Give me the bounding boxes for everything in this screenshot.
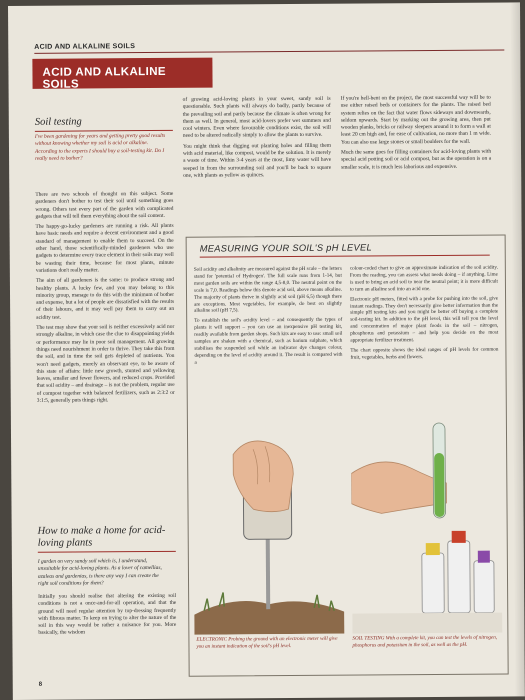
ph-meter-illustration [193, 414, 345, 635]
column-2 [183, 96, 332, 183]
soil-test-kit-illustration [351, 413, 503, 634]
paragraph: The happy-go-lucky gardeners are running a risk. All plants have basic needs and require a decent environment and a good standard of management to enable them to succeed. On the other hand, those scientifically-minded gardeners who use gadgets to determine every trace element in their soils may well be wasting their time, because for most plants, minute variations don't really matter. [35, 223, 174, 274]
page-gutter-shadow [510, 2, 525, 696]
bottle-purple [474, 561, 494, 613]
paragraph: Electronic pH meters, fitted with a probe for pushing into the soil, give instant readings. They don't necessarily give better information than the simple pH testing kits and you might be better off buying a complete soil-testing kit. In addition to the pH level, this will tell you the level and concentration of major plant foods in the soil – nitrogen, phosphorus and potassium – and help you decide on the most appropriate fertilizer treatment. [350, 295, 499, 344]
bottle-red [448, 541, 471, 613]
soil-test-kit-caption: SOIL TESTING With a complete kit, you can test the levels of nitrogen, phosphorus and potassium in the soil, as well as the pH. [352, 634, 498, 649]
page-title: ACID AND ALKALINE SOILS [32, 58, 212, 89]
paragraph: The aim of all gardeners is the same: to produce strong and healthy plants. A lucky few, and you may belong to this minority group, manage to do this with the minimum of bother and expense, but a lot of people are dissatisfied with the results of their labours, and it may well pay them to carry out an acidity test. [35, 277, 175, 321]
paragraph: If you're hell-bent on the project, the most successful way will be to use either raised beds or containers for the plants. The raised bed system relies on the fact that water flows sideways and downwards, seldom upwards. Start by marking out the growing area, then put wooden planks, bricks or railway sleepers around it to form a wall at least 20 cm high and, for ease of cultivation, no more than 1 m wide. You can also use large stones or small boulders for the wall. [340, 94, 491, 146]
ph-panel-column-2 [350, 265, 499, 362]
test-tube-liquid [434, 453, 444, 517]
hand [233, 441, 293, 512]
paragraph: Much the same goes for filling containers for acid-loving plants with special acid potting soil or acid compost, but as the operation is on a smaller scale, it is much less laborious and expensive. [341, 148, 492, 171]
soil-testing-heading: Soil testing [35, 116, 173, 132]
column-3 [341, 95, 492, 175]
page-number: 8 [38, 681, 43, 688]
ph-panel-column-1 [194, 266, 343, 367]
soil-testing-question: I've been gardening for years and getting pretty good results without knowing whether my soil is acid or alkaline. According to the experts I should buy a soil-testing kit. Do I really need to bother? [34, 132, 166, 162]
acid-home-question: I garden on very sandy soil which is, I understand, unsuitable for acid-loving plants. As a lover of camellias, azaleas and gardenias, is there any way I can create the right soil conditions for them? [37, 558, 162, 587]
acid-home-answer: Initially you should realise that altering the existing soil conditions is not a once-and-for-all operation, and that the ground will need regular attention by top-dressing frequently with fibrous matter. To keep on trying to alter the nature of the soil in this way would be rather a nuisance for you. More basically, the wisdom [38, 592, 177, 637]
paragraph: Soil acidity and alkalinity are measured against the pH scale – the letters stand for 'potential of Hydrogen'. The full scale runs from 1-14, but most garden soils are within the range 4,5-8,0. The neutral point on the scale is 7,0. Readings below this denote acid soil, above means alkaline. The majority of plants thrive in slightly acid soil (pH 6,5) though there are exceptions. Most vegetables, for example, do best on slightly alkaline soil (pH 7,5). [193, 265, 343, 315]
paragraph: The chart opposite shows the ideal ranges of pH levels for common fruit, vegetables, herbs and flowers. [350, 346, 499, 361]
acid-home-heading: How to make a home for acid-loving plants [38, 525, 176, 553]
ph-panel-heading: MEASURING YOUR SOIL'S pH LEVEL [200, 242, 490, 258]
paragraph: You might think that digging out planting holes and filling them with acid material, like compost, would be the solution. It is merely a waste of time. Within 3-4 years at the most, limy water will have seeped in from the surrounding soil and you'll be back to square one, with plants as yellow as quinces. [182, 142, 332, 179]
column-1 [35, 191, 175, 408]
paragraph: There are two schools of thought on this subject. Some gardeners don't bother to test their soil until something goes wrong. Others test every part of the garden with complicated gadgets that will tell them everything about the soil content. [35, 190, 174, 220]
paragraph: To establish the soil's acidity level – and consequently the types of plants it will support – you can use an inexpensive pH testing kit, readily available from garden shops. Such kits are easy to use: small soil samples are shaken with a chemical, such as barium sulphate, which stabilises the suspended soil while an indicator dye changes colour, depending on the level of acidity around it. The result is compared with a [194, 317, 343, 366]
paragraph: The test may show that your soil is neither excessively acid nor strongly alkaline, in which case the clue to disappointing yields or performance may lie in poor soil management. All growing things need nourishment in order to thrive. They take this from the soil, and in time the soil gets depleted of nutrients. You won't need gadgets, merely an observant eye, to be aware of this state of affairs: little new growth, stunted and yellowing leaves, smaller and fewer flowers, and reduced crops. Provided that soil acidity – and drainage – is not the problem, regular use of compost together with balanced fertilizers, such as 2:3:2 or 3:1:5, generally puts things right. [36, 323, 175, 404]
paragraph: of growing acid-loving plants in your sweet, sandy soil is questionable. Such plants will always do badly, partly because of the prevailing soil and partly because the climate is often wrong for them as well. In general, most acid-lovers prefer wet summers and cool winters. Even where favourable conditions exist, the soil will need to be altered radically simply to allow the plants to survive. [182, 95, 331, 140]
bottle-yellow [422, 553, 444, 613]
ph-meter-caption: ELECTRONIC Probing the ground with an electronic meter will give you an instant indication of the soil's pH level. [196, 635, 338, 650]
running-head: ACID AND ALKALINE SOILS [34, 41, 504, 54]
hand [351, 462, 446, 514]
paragraph: colour-coded chart to give an approximate indication of the soil acidity. From the reading, you can assess what needs doing – if anything. Lime is used to bring an acid soil to near the neutral point; it is more difficult to turn an alkaline soil into an acid one. [349, 264, 498, 293]
book-page [8, 2, 525, 700]
probe [266, 534, 271, 609]
